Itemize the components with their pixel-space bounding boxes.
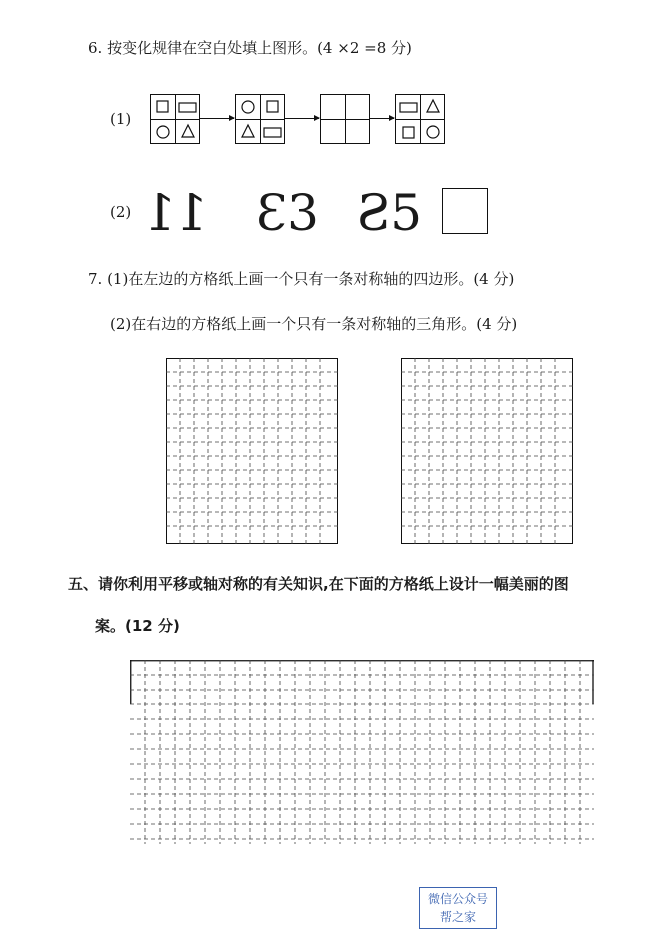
- q6-title: 6. 按变化规律在空白处填上图形。(4 ×2 =8 分): [88, 39, 412, 57]
- q6-part1-label: (1): [110, 110, 132, 128]
- pattern-box-2: [235, 94, 285, 144]
- pattern-box-4: [395, 94, 445, 144]
- section5-line2: 案。(12 分): [95, 617, 180, 635]
- right-grid-lines: [401, 358, 573, 544]
- q6-part2-item-2: Ɛ3: [256, 184, 319, 242]
- arrow-3: [370, 118, 394, 119]
- stamp-line2: 帮之家: [439, 910, 476, 924]
- q6-part2-item-3: Ƨ5: [356, 184, 423, 242]
- design-grid-paper[interactable]: [130, 660, 594, 844]
- left-grid-paper[interactable]: [166, 358, 338, 544]
- section5-line1: 五、请你利用平移或轴对称的有关知识,在下面的方格纸上设计一幅美丽的图: [68, 575, 569, 593]
- stamp-line1: 微信公众号: [427, 892, 488, 906]
- arrow-2: [285, 118, 319, 119]
- arrow-1: [200, 118, 234, 119]
- pattern-2-shapes: [236, 95, 286, 145]
- pattern-1-shapes: [151, 95, 201, 145]
- watermark-stamp: [419, 887, 497, 929]
- q6-part2-item-1: 11: [144, 184, 208, 242]
- pattern-box-1: [150, 94, 200, 144]
- pattern-box-blank[interactable]: [320, 94, 370, 144]
- q6-part2-label: (2): [110, 203, 132, 221]
- design-grid-lines: [130, 660, 594, 844]
- right-grid-paper[interactable]: [401, 358, 573, 544]
- pattern-4-shapes: [396, 95, 446, 145]
- q7-part1: 7. (1)在左边的方格纸上画一个只有一条对称轴的四边形。(4 分): [88, 270, 515, 288]
- q7-part2: (2)在右边的方格纸上画一个只有一条对称轴的三角形。(4 分): [110, 315, 518, 333]
- q6-part2-answer-box[interactable]: [442, 188, 488, 234]
- left-grid-lines: [166, 358, 338, 544]
